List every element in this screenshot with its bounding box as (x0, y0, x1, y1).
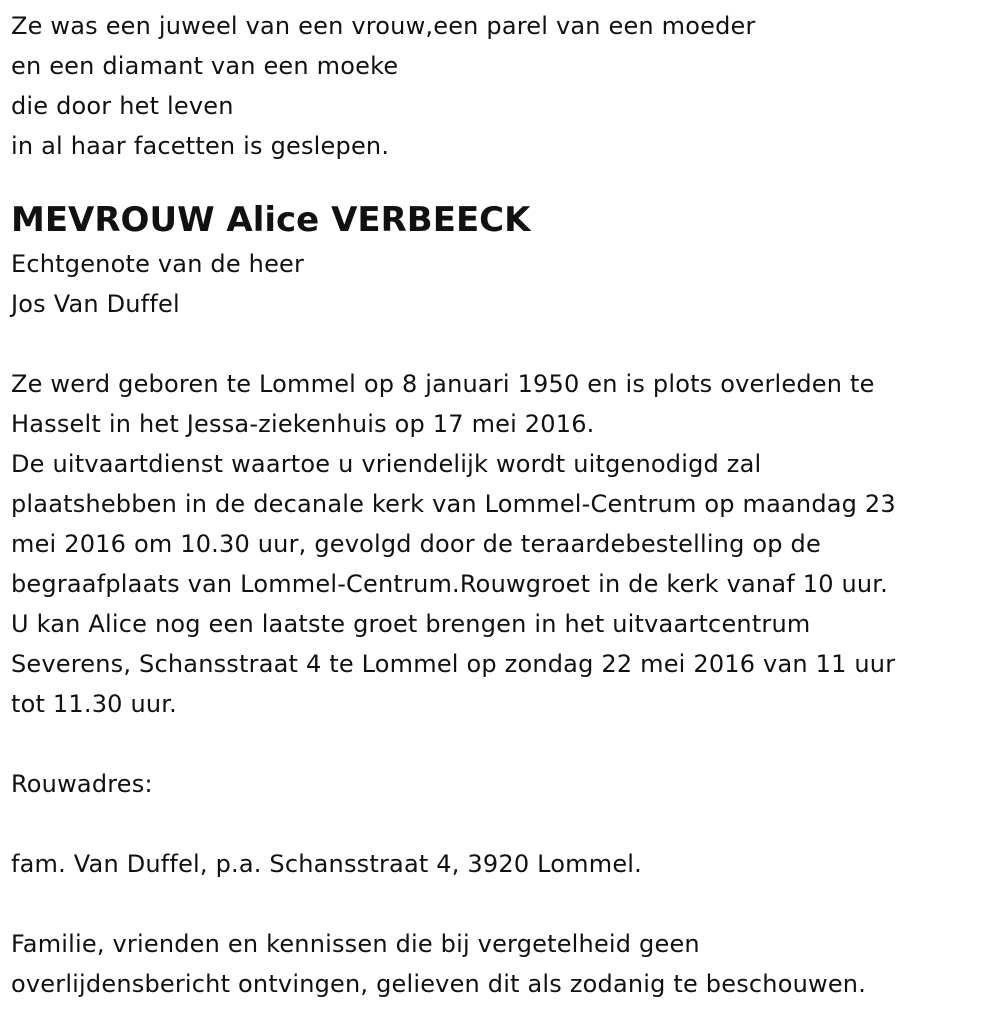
poem-line: Ze was een juweel van een vrouw,een parel van een moeder (11, 12, 756, 40)
deceased-name: MEVROUW Alice VERBEECK (11, 200, 531, 240)
announcement-line: mei 2016 om 10.30 uur, gevolgd door de teraardebestelling op de (11, 530, 821, 558)
relation-line: Echtgenote van de heer (11, 250, 305, 278)
spacer (11, 804, 991, 844)
announcement-line: tot 11.30 uur. (11, 690, 177, 718)
announcement-line: De uitvaartdienst waartoe u vriendelijk wordt uitgenodigd zal (11, 450, 762, 478)
spacer (11, 724, 991, 764)
poem-line: die door het leven (11, 92, 234, 120)
spacer (11, 166, 991, 196)
closing-line: Familie, vrienden en kennissen die bij vergetelheid geen (11, 930, 700, 958)
announcement-line: begraafplaats van Lommel-Centrum.Rouwgroet in de kerk vanaf 10 uur. (11, 570, 889, 598)
obituary-document (11, 6, 991, 1004)
poem (11, 6, 991, 166)
address-label: Rouwadres: (11, 770, 153, 798)
announcement-line: Severens, Schansstraat 4 te Lommel op zondag 22 mei 2016 van 11 uur (11, 650, 896, 678)
announcement-line: Ze werd geboren te Lommel op 8 januari 1950 en is plots overleden te (11, 370, 875, 398)
relation-line: Jos Van Duffel (11, 290, 180, 318)
announcement-line: plaatshebben in de decanale kerk van Lommel-Centrum op maandag 23 (11, 490, 896, 518)
spacer (11, 324, 991, 364)
address-value: fam. Van Duffel, p.a. Schansstraat 4, 3920 Lommel. (11, 850, 642, 878)
announcement (11, 364, 991, 724)
poem-line: in al haar facetten is geslepen. (11, 132, 390, 160)
closing (11, 924, 991, 1004)
closing-line: overlijdensbericht ontvingen, gelieven dit als zodanig te beschouwen. (11, 970, 867, 998)
poem-line: en een diamant van een moeke (11, 52, 399, 80)
announcement-line: U kan Alice nog een laatste groet brengen in het uitvaartcentrum (11, 610, 811, 638)
announcement-line: Hasselt in het Jessa-ziekenhuis op 17 mei 2016. (11, 410, 595, 438)
address-block (11, 764, 991, 884)
spacer (11, 884, 991, 924)
deceased-block (11, 196, 991, 324)
